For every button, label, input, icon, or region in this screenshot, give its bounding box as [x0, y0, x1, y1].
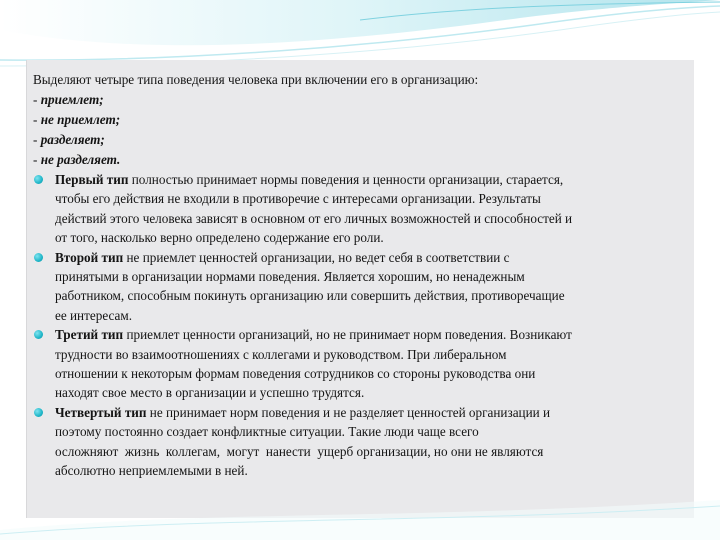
bullet-icon: [34, 175, 43, 184]
list-item: - не приемлет;: [33, 112, 121, 127]
slide-text: [33, 70, 689, 481]
type-2-name: Второй тип: [55, 249, 124, 265]
type-4-paragraph: Четвертый тип не принимает норм поведения и не разделяет ценностей организации и поэтому постоянно создает конфликтные ситуации. Такие люди чаще всего осложняют жизнь коллегам, могут нанести ущерб организации, но они не являются абсолютно неприемлемыми в ней.: [33, 403, 689, 481]
type-2-paragraph: Второй тип не приемлет ценностей организации, но ведет себя в соответствии с принятыми в организации нормами поведения. Является хорошим, но ненадежным работником, способным покинуть организацию или совершить действия, противоречащие ее интересам.: [33, 248, 689, 326]
bottom-wave-decoration: [0, 490, 720, 540]
type-1-paragraph: Первый тип полностью принимает нормы поведения и ценности организации, старается, чтобы его действия не входили в противоречие с интересами организации. Результаты действий этого человека зависят в основном от его личных возможностей и способностей и от того, насколько верно определено содержание его роли.: [33, 170, 689, 248]
bullet-icon: [34, 253, 43, 262]
type-3-name: Третий тип: [55, 327, 124, 343]
type-1-name: Первый тип: [55, 172, 129, 187]
type-4-name: Четвертый тип: [55, 404, 147, 420]
intro-text: Выделяют четыре типа поведения человека при включении его в организацию:: [33, 72, 479, 87]
list-item: - разделяет;: [33, 132, 105, 147]
bullet-icon: [34, 330, 43, 339]
type-3-paragraph: Третий тип приемлет ценности организаций, но не принимает норм поведения. Возникают трудности во взаимоотношениях с коллегами и руководством. При либеральном отношении к некоторым формам поведения сотрудников со стороны руководства они находят свое место в организации и успешно трудятся.: [33, 325, 689, 403]
list-item: - приемлет;: [33, 92, 104, 107]
bullet-icon: [34, 408, 43, 417]
list-item: - не разделяет.: [33, 152, 121, 167]
